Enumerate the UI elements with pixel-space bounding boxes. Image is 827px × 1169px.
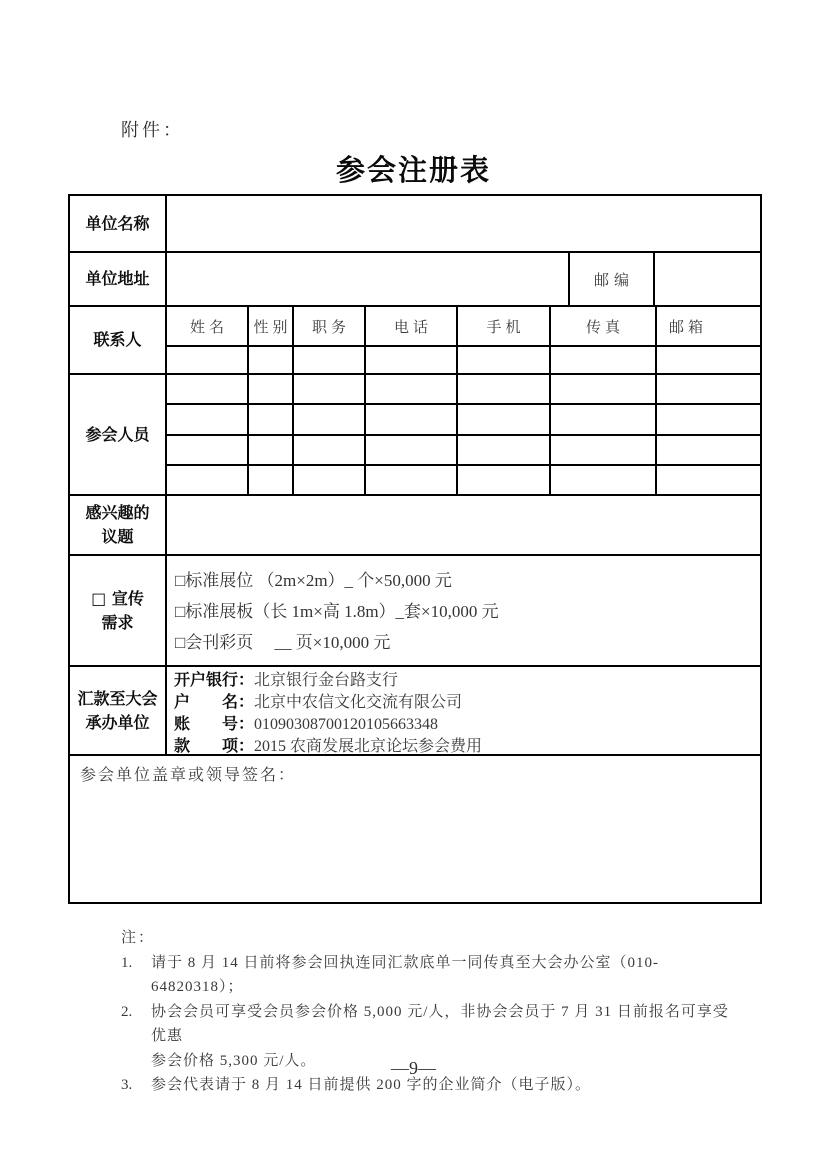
bank-info <box>165 667 760 754</box>
registration-form-table <box>68 194 762 904</box>
empty-cell <box>167 466 247 494</box>
empty-cell <box>247 405 292 433</box>
empty-cell <box>292 375 364 403</box>
empty-cell <box>456 466 549 494</box>
empty-cell <box>364 405 456 433</box>
header-email: 邮箱 <box>655 307 760 345</box>
empty-cell <box>292 466 364 494</box>
row-publicity <box>70 554 760 665</box>
note-item-1 <box>121 951 741 1000</box>
account-name-label: 户 名： <box>174 692 255 711</box>
row-participants <box>70 373 760 494</box>
row-topics <box>70 494 760 554</box>
empty-cell <box>655 436 760 464</box>
empty-cell <box>167 405 247 433</box>
payment-item-label: 款 项： <box>174 736 255 755</box>
note-text: 参会代表请于 8 月 14 日前提供 200 字的企业简介（电子版）。 <box>151 1077 592 1093</box>
note-number: 1. <box>121 954 133 971</box>
remit-label-line2: 承办单位 <box>85 712 150 732</box>
unit-name-field <box>165 196 760 251</box>
participants-grid <box>165 375 760 494</box>
postal-code-field <box>653 253 760 305</box>
empty-cell <box>364 347 456 373</box>
topics-field <box>165 496 760 554</box>
account-number-line <box>174 713 760 735</box>
empty-cell <box>655 466 760 494</box>
empty-cell <box>549 436 655 464</box>
publicity-option-booth: □标准展位 （2m×2m）_ 个×50,000 元 <box>175 571 452 590</box>
empty-cell <box>364 375 456 403</box>
unit-address-field <box>165 253 568 305</box>
postal-code-label: 邮编 <box>568 253 653 305</box>
empty-cell <box>549 466 655 494</box>
participant-row <box>167 464 760 494</box>
empty-cell <box>456 375 549 403</box>
page-number: —9— <box>391 1058 436 1078</box>
contact-data-row <box>167 345 760 373</box>
empty-cell <box>167 375 247 403</box>
empty-cell <box>549 347 655 373</box>
participant-row <box>167 375 760 403</box>
row-signature <box>70 754 760 902</box>
attachment-label: 附件： <box>121 120 184 140</box>
participants-label: 参会人员 <box>85 424 150 444</box>
empty-cell <box>549 405 655 433</box>
row-contact <box>70 305 760 373</box>
empty-cell <box>655 375 760 403</box>
remit-label <box>70 667 165 754</box>
header-mobile: 手机 <box>456 307 549 345</box>
bank-name-value: 北京银行金台路支行 <box>254 672 399 689</box>
bank-name-label: 开户银行： <box>174 670 255 689</box>
empty-cell <box>364 466 456 494</box>
contact-header-row <box>167 307 760 345</box>
header-phone: 电话 <box>364 307 456 345</box>
participant-row <box>167 403 760 433</box>
empty-cell <box>292 347 364 373</box>
publicity-option-journal: □会刊彩页 __ 页×10,000 元 <box>175 633 391 652</box>
empty-cell <box>655 347 760 373</box>
header-fax: 传真 <box>549 307 655 345</box>
participant-row <box>167 434 760 464</box>
publicity-options <box>165 556 760 665</box>
empty-cell <box>292 436 364 464</box>
account-number-value: 01090308700120105663348 <box>254 716 439 733</box>
note-text: 参会价格 5,300 元/人。 <box>151 1052 317 1069</box>
empty-cell <box>247 436 292 464</box>
page-title: 参会注册表 <box>335 153 491 187</box>
empty-cell <box>247 375 292 403</box>
contact-grid <box>165 307 760 373</box>
empty-cell <box>167 436 247 464</box>
account-name-line <box>174 691 760 713</box>
account-number-label: 账 号： <box>174 714 255 733</box>
remit-label-line1: 汇款至大会 <box>77 688 158 708</box>
note-text: 请于 8 月 14 日前将参会回执连同汇款底单一同传真至大会办公室（010-64820318）； <box>151 954 659 995</box>
empty-cell <box>247 347 292 373</box>
bank-name-line <box>174 669 760 691</box>
header-title: 职务 <box>292 307 364 345</box>
topics-label <box>70 496 165 554</box>
empty-cell <box>292 405 364 433</box>
publicity-label <box>70 556 165 665</box>
publicity-label-line1: □ 宣传 <box>91 588 144 608</box>
empty-cell <box>167 347 247 373</box>
header-name: 姓名 <box>189 319 228 336</box>
row-unit-name <box>70 196 760 251</box>
header-gender: 性别 <box>247 307 292 345</box>
empty-cell <box>456 405 549 433</box>
account-name-value: 北京中农信文化交流有限公司 <box>254 694 463 711</box>
row-remittance <box>70 665 760 754</box>
notes-heading: 注： <box>121 930 156 946</box>
contact-label: 联系人 <box>93 330 142 349</box>
payment-item-value: 2015 农商发展北京论坛参会费用 <box>254 738 483 755</box>
publicity-option-board: □标准展板（长 1m×高 1.8m）_套×10,000 元 <box>175 602 499 621</box>
topics-label-line2: 议题 <box>101 527 134 546</box>
topics-label-line1: 感兴趣的 <box>85 503 150 522</box>
publicity-label-line2: 需求 <box>101 612 134 632</box>
empty-cell <box>456 436 549 464</box>
unit-address-label: 单位地址 <box>85 269 150 288</box>
empty-cell <box>456 347 549 373</box>
empty-cell <box>247 466 292 494</box>
empty-cell <box>549 375 655 403</box>
note-number: 2. <box>121 1003 133 1020</box>
empty-cell <box>364 436 456 464</box>
empty-cell <box>655 405 760 433</box>
signature-label: 参会单位盖章或领导签名： <box>80 767 297 784</box>
note-number: 3. <box>121 1077 133 1093</box>
unit-name-label: 单位名称 <box>85 213 150 233</box>
note-text: 协会会员可享受会员参会价格 5,000 元/人，非协会会员于 7 月 31 日前报名可享受优惠 <box>151 1003 729 1044</box>
row-unit-address <box>70 251 760 305</box>
